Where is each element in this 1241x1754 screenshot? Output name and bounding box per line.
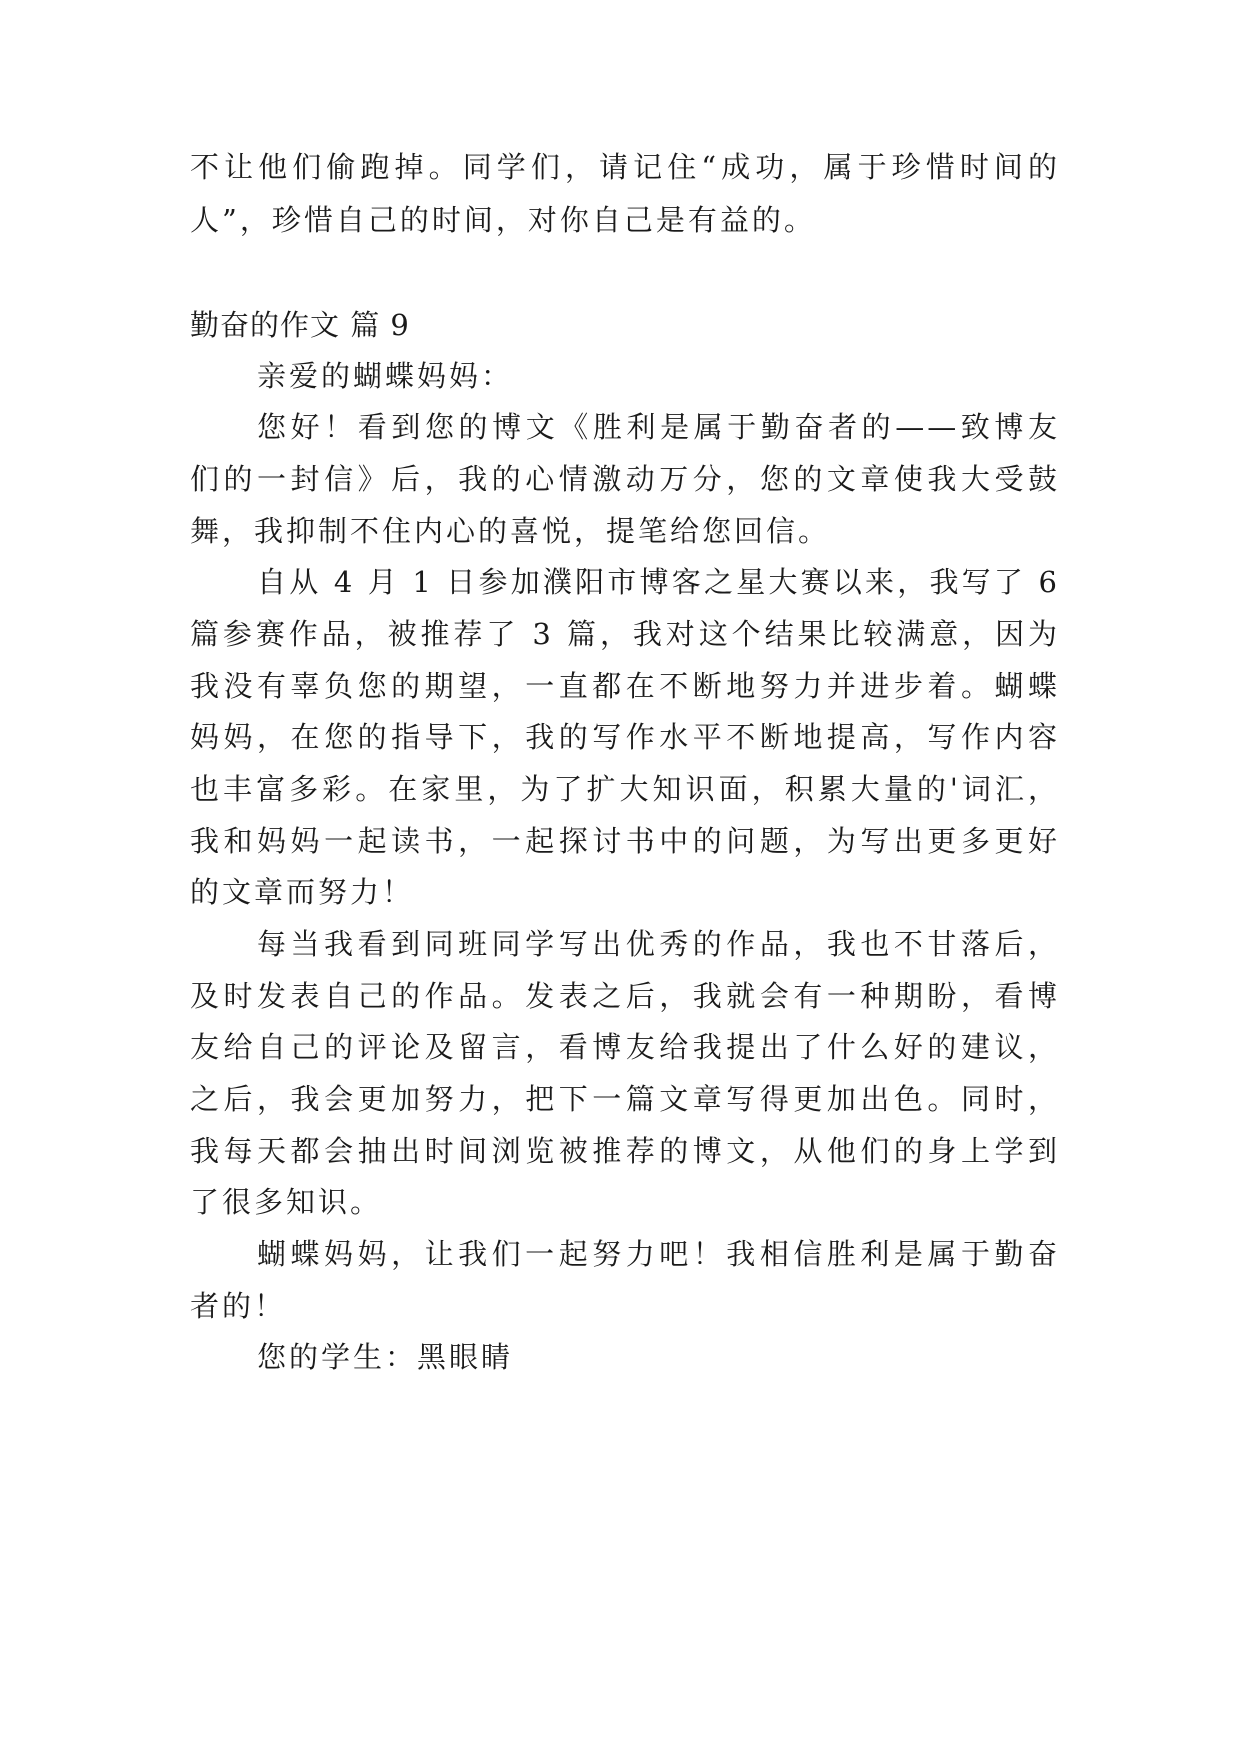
- text-line: 舞，我抑制不住内心的喜悦，提笔给您回信。: [190, 514, 831, 548]
- signature: 您的学生：黑眼睛: [257, 1340, 514, 1374]
- text-line: 也丰富多彩。在家里，为了扩大知识面，积累大量的'词汇，: [190, 772, 1060, 806]
- text-line: 者的！: [190, 1289, 287, 1323]
- text-line: 每当我看到同班同学写出优秀的作品，我也不甘落后，: [257, 927, 1060, 961]
- text-line: 我没有辜负您的期望，一直都在不断地努力并进步着。蝴蝶: [190, 669, 1060, 703]
- text-line: 蝴蝶妈妈，让我们一起努力吧！我相信胜利是属于勤奋: [257, 1237, 1060, 1271]
- text-line: 我和妈妈一起读书，一起探讨书中的问题，为写出更多更好: [190, 824, 1060, 858]
- text-line: 妈妈，在您的指导下，我的写作水平不断地提高，写作内容: [190, 720, 1060, 754]
- text-line: 篇参赛作品，被推荐了 3 篇，我对这个结果比较满意，因为: [190, 617, 1060, 651]
- text-line: 及时发表自己的作品。发表之后，我就会有一种期盼，看博: [190, 979, 1060, 1013]
- text-line: 了很多知识。: [190, 1185, 383, 1219]
- text-line: 我每天都会抽出时间浏览被推荐的博文，从他们的身上学到: [190, 1134, 1060, 1168]
- text-line: 友给自己的评论及留言，看博友给我提出了什么好的建议，: [190, 1030, 1060, 1064]
- text-line: 自从 4 月 1 日参加濮阳市博客之星大赛以来，我写了 6: [257, 565, 1060, 599]
- text-line: 人”，珍惜自己的时间，对你自己是有益的。: [190, 203, 816, 237]
- text-line: 之后，我会更加努力，把下一篇文章写得更加出色。同时，: [190, 1082, 1060, 1116]
- text-line: 的文章而努力！: [190, 875, 415, 909]
- section-heading: 勤奋的作文 篇 9: [190, 308, 410, 342]
- text-line: 们的一封信》后，我的心情激动万分，您的文章使我大受鼓: [190, 462, 1060, 496]
- text-line: 不让他们偷跑掉。同学们，请记住“成功，属于珍惜时间的: [190, 150, 1060, 184]
- text-line: 您好！看到您的博文《胜利是属于勤奋者的——致博友: [257, 410, 1060, 444]
- salutation: 亲爱的蝴蝶妈妈：: [257, 359, 514, 393]
